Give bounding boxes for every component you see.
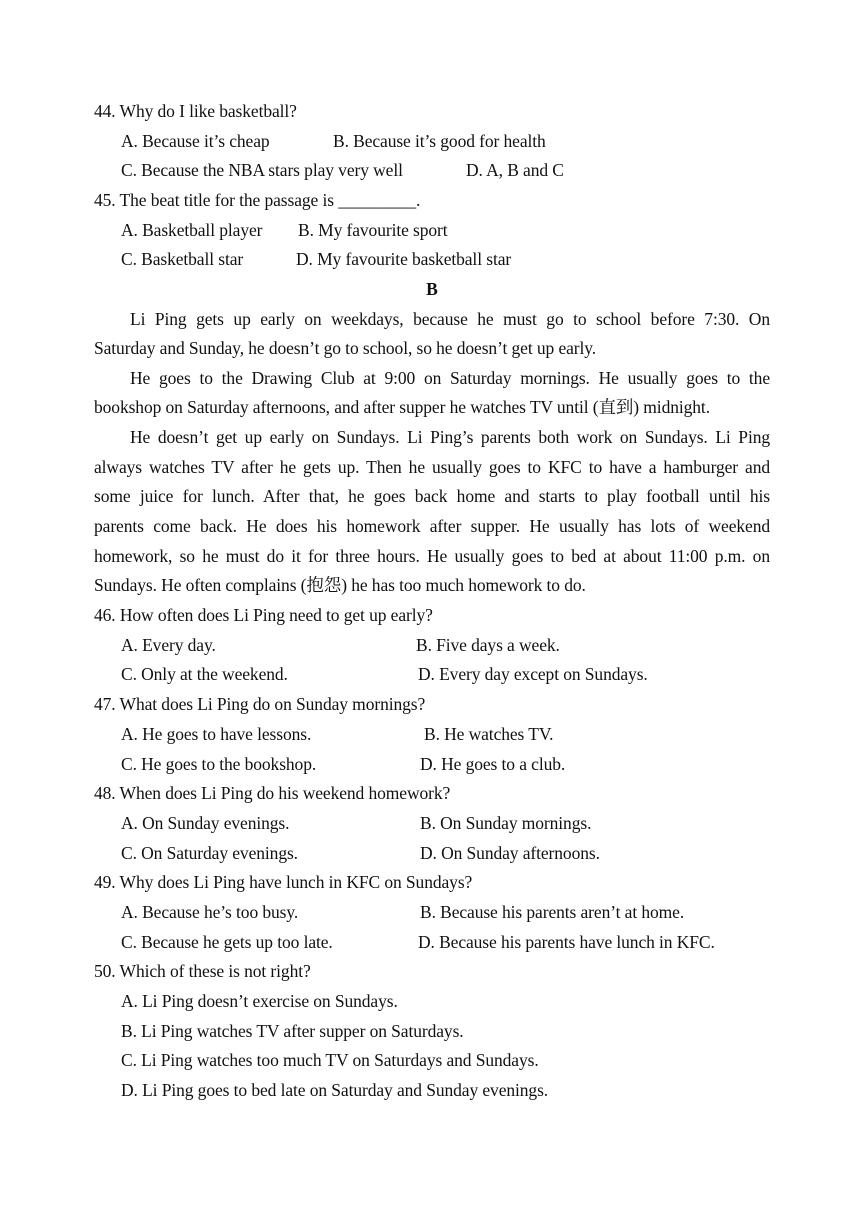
question-45-option-b: B. My favourite sport [298,220,448,240]
passage-p1-line-1: Li Ping gets up early on weekdays, because he must go to school before 7:30. On [130,309,770,329]
question-48-option-c: C. On Saturday evenings. [121,843,298,863]
question-47-option-b: B. He watches TV. [424,724,554,744]
question-48-option-a: A. On Sunday evenings. [121,813,290,833]
passage-p3-line-3: some juice for lunch. After that, he goes back home and starts to play football until his [94,486,770,506]
passage-p3-line-6: Sundays. He often complains (抱怨) he has too much homework to do. [94,575,586,595]
question-46-option-c: C. Only at the weekend. [121,664,288,684]
question-49-stem: 49. Why does Li Ping have lunch in KFC on Sundays? [94,872,473,892]
question-45-option-c: C. Basketball star [121,249,244,269]
question-45-stem: 45. The beat title for the passage is _________. [94,190,421,210]
question-46-option-d: D. Every day except on Sundays. [418,664,648,684]
question-48-option-d: D. On Sunday afternoons. [420,843,600,863]
passage-p2-line-2: bookshop on Saturday afternoons, and after supper he watches TV until (直到) midnight. [94,397,710,417]
passage-p3-line-4: parents come back. He does his homework after supper. He usually has lots of weekend [94,516,770,536]
question-48-stem: 48. When does Li Ping do his weekend homework? [94,783,451,803]
question-50-option-a: A. Li Ping doesn’t exercise on Sundays. [121,991,398,1011]
question-46-stem: 46. How often does Li Ping need to get up early? [94,605,433,625]
passage-p3-line-5: homework, so he must do it for three hours. He usually goes to bed at about 11:00 p.m. on [94,546,770,566]
question-47-option-a: A. He goes to have lessons. [121,724,312,744]
question-44-option-a: A. Because it’s cheap [121,131,270,151]
question-49-option-b: B. Because his parents aren’t at home. [420,902,685,922]
question-50-option-c: C. Li Ping watches too much TV on Saturdays and Sundays. [121,1050,539,1070]
question-46-option-b: B. Five days a week. [416,635,560,655]
question-50-stem: 50. Which of these is not right? [94,961,311,981]
passage-p3-line-1: He doesn’t get up early on Sundays. Li Ping’s parents both work on Sundays. Li Ping [130,427,770,447]
question-44-option-c: C. Because the NBA stars play very well [121,160,403,180]
question-49-option-c: C. Because he gets up too late. [121,932,333,952]
section-b-heading: B [426,279,438,299]
question-50-option-d: D. Li Ping goes to bed late on Saturday and Sunday evenings. [121,1080,549,1100]
question-49-option-a: A. Because he’s too busy. [121,902,299,922]
question-46-option-a: A. Every day. [121,635,216,655]
passage-p2-line-1: He goes to the Drawing Club at 9:00 on Saturday mornings. He usually goes to the [130,368,770,388]
question-45-option-d: D. My favourite basketball star [296,249,512,269]
question-49-option-d: D. Because his parents have lunch in KFC. [418,932,715,952]
passage-p1-line-2: Saturday and Sunday, he doesn’t go to school, so he doesn’t get up early. [94,338,597,358]
question-47-stem: 47. What does Li Ping do on Sunday mornings? [94,694,426,714]
passage-p3-line-2: always watches TV after he gets up. Then he usually goes to KFC to have a hamburger and [94,457,770,477]
question-45-option-a: A. Basketball player [121,220,263,240]
question-44-option-d: D. A, B and C [466,160,564,180]
question-44-stem: 44. Why do I like basketball? [94,101,297,121]
question-44-option-b: B. Because it’s good for health [333,131,546,151]
question-47-option-d: D. He goes to a club. [420,754,566,774]
question-47-option-c: C. He goes to the bookshop. [121,754,317,774]
question-48-option-b: B. On Sunday mornings. [420,813,592,833]
question-50-option-b: B. Li Ping watches TV after supper on Saturdays. [121,1021,464,1041]
